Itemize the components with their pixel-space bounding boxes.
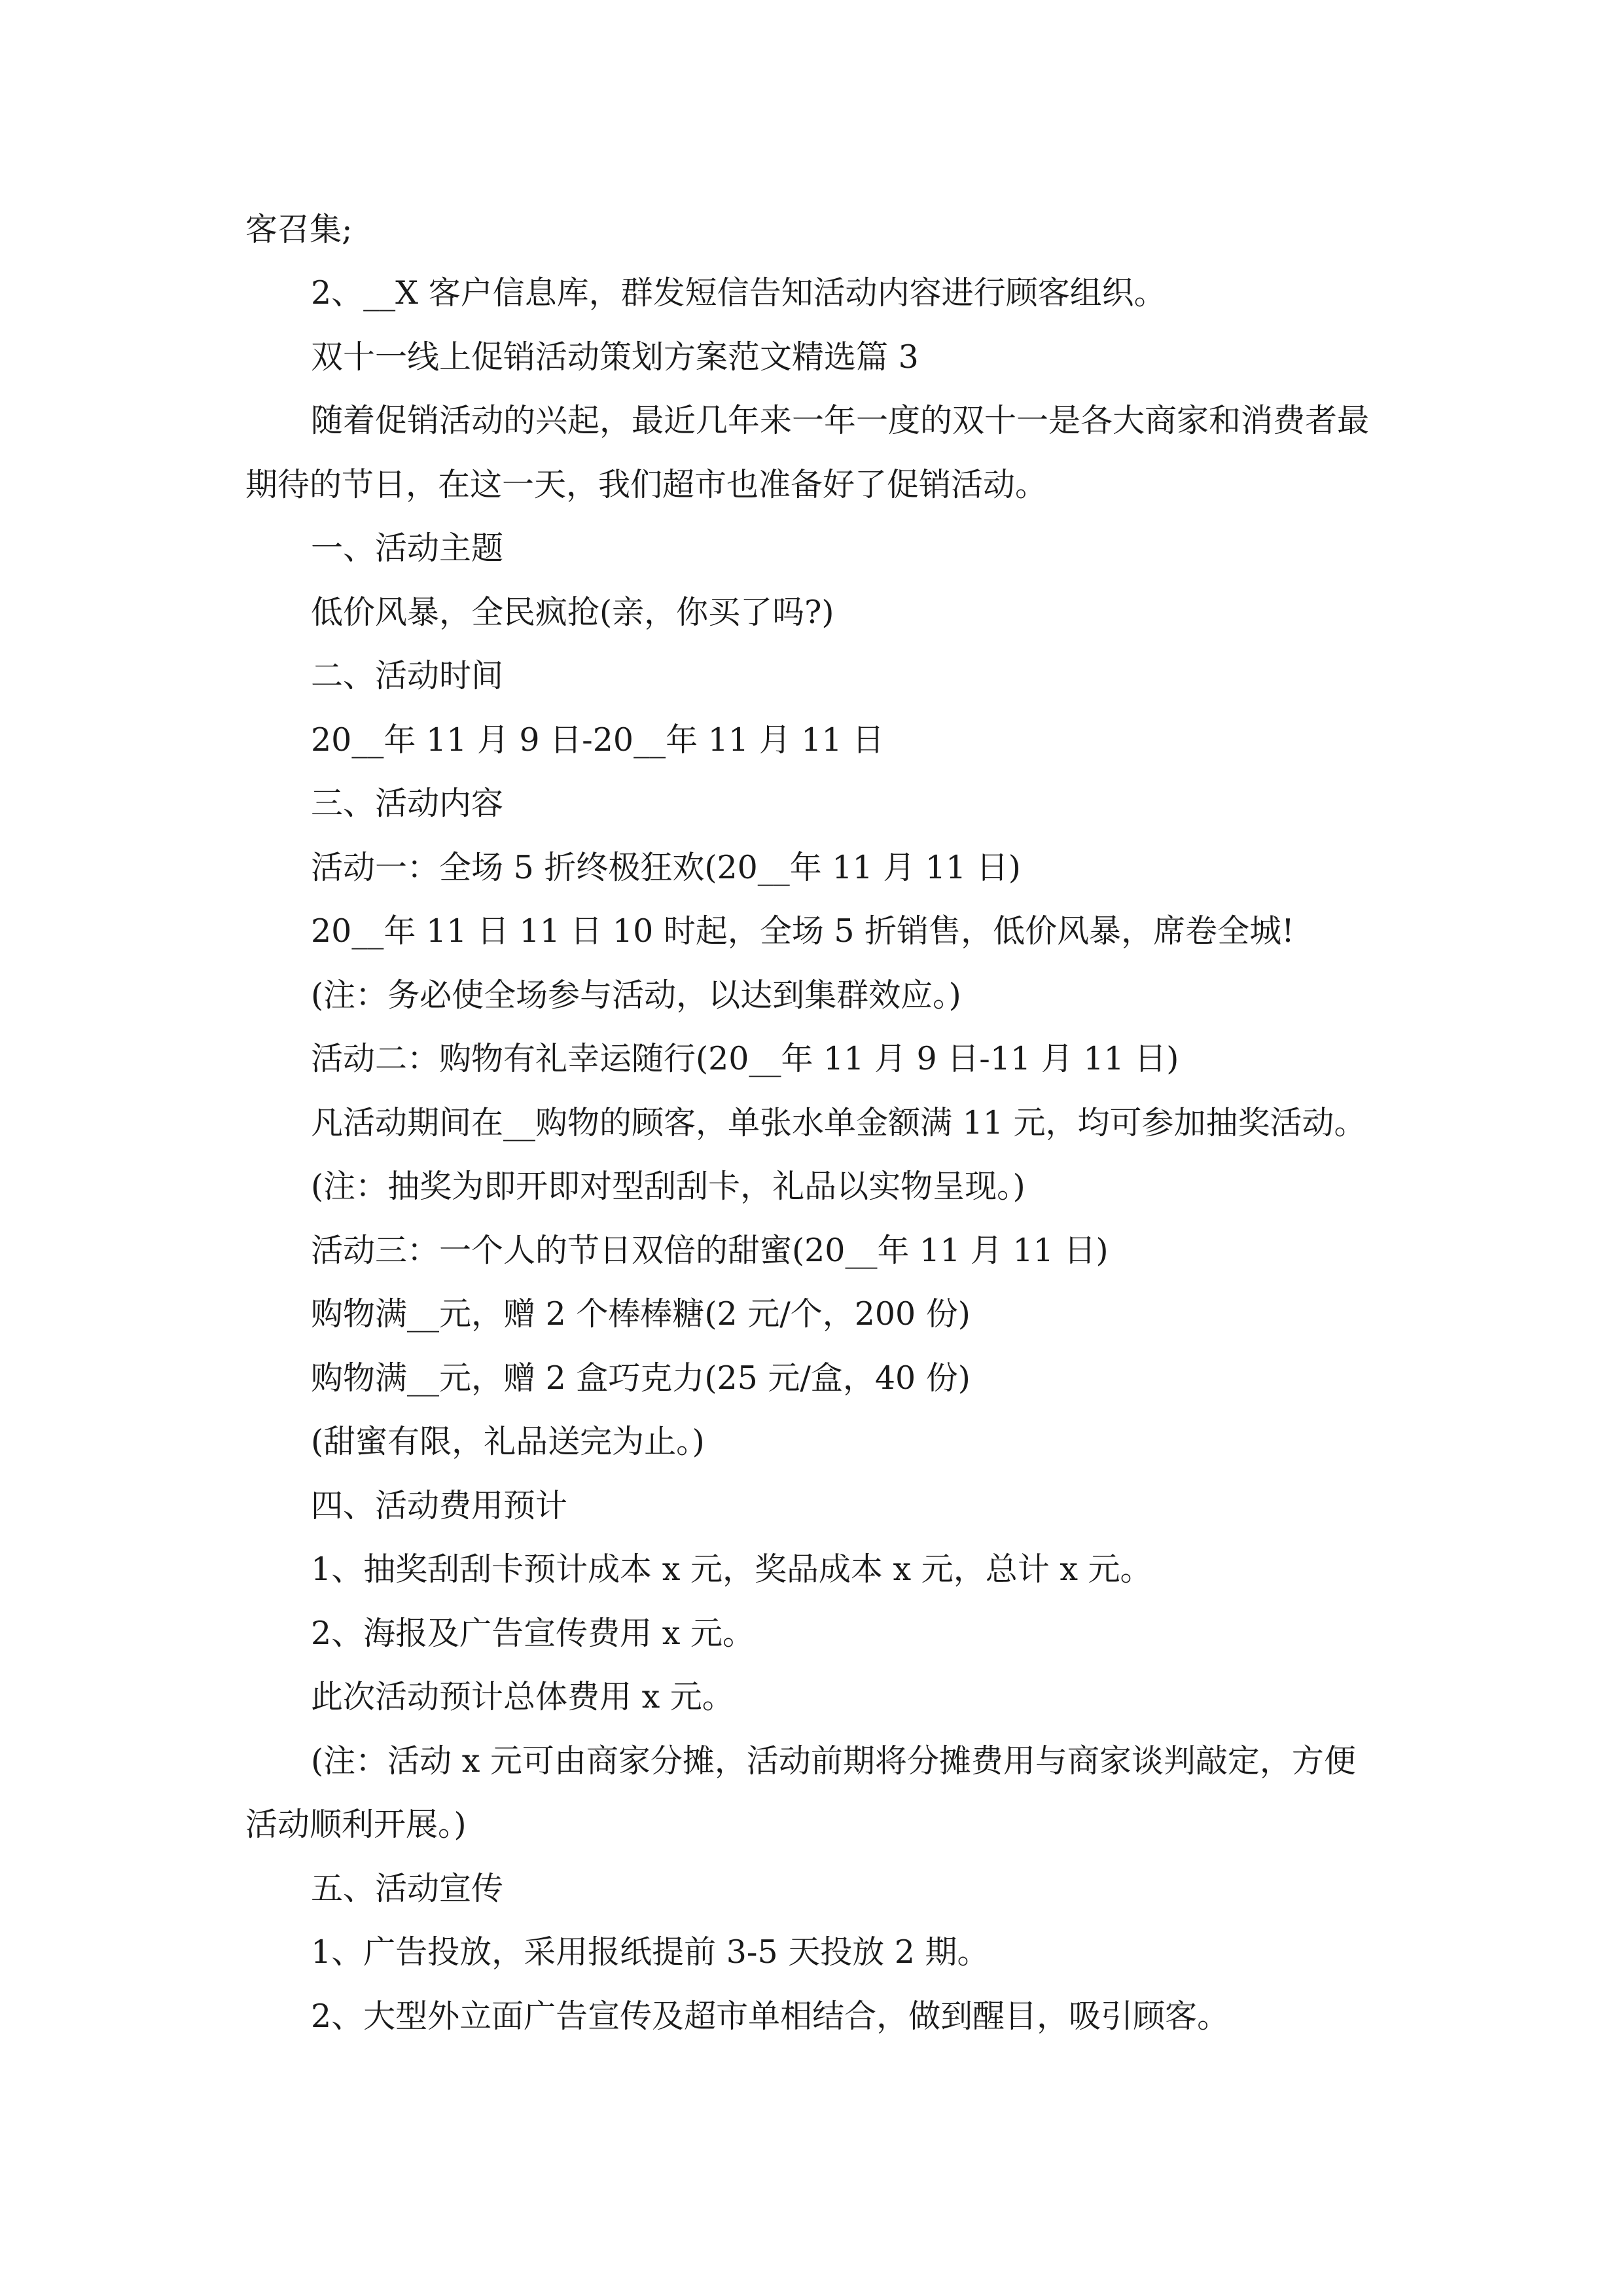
text-line-12: 20__年 11 日 11 日 10 时起，全场 5 折销售，低价风暴，席卷全城! bbox=[311, 912, 1294, 950]
text-line-2: 2、__X 客户信息库，群发短信告知活动内容进行顾客组织。 bbox=[311, 274, 1166, 312]
text-line-17: 活动三：一个人的节日双倍的甜蜜(20__年 11 月 11 日) bbox=[311, 1232, 1109, 1269]
text-line-1: 客召集; bbox=[245, 211, 353, 248]
text-line-20: (甜蜜有限，礼品送完为止。) bbox=[311, 1423, 705, 1460]
text-line-29: 2、大型外立面广告宣传及超市单相结合，做到醒目，吸引顾客。 bbox=[311, 1998, 1230, 2035]
text-line-6: 一、活动主题 bbox=[311, 529, 504, 567]
text-line-7: 低价风暴，全民疯抢(亲，你买了吗?) bbox=[311, 594, 834, 631]
text-line-23: 2、海报及广告宣传费用 x 元。 bbox=[311, 1615, 755, 1652]
text-line-16: (注：抽奖为即开即对型刮刮卡，礼品以实物呈现。) bbox=[311, 1168, 1026, 1205]
text-line-8: 二、活动时间 bbox=[311, 657, 504, 694]
text-line-21: 四、活动费用预计 bbox=[311, 1487, 568, 1524]
text-line-11: 活动一：全场 5 折终极狂欢(20__年 11 月 11 日) bbox=[311, 849, 1021, 886]
text-line-26: 活动顺利开展。) bbox=[245, 1806, 467, 1843]
text-line-19: 购物满__元，赠 2 盒巧克力(25 元/盒，40 份) bbox=[311, 1359, 971, 1397]
text-line-15: 凡活动期间在__购物的顾客，单张水单金额满 11 元，均可参加抽奖活动。 bbox=[311, 1104, 1366, 1141]
text-line-22: 1、抽奖刮刮卡预计成本 x 元，奖品成本 x 元，总计 x 元。 bbox=[311, 1551, 1152, 1588]
section-heading: 双十一线上促销活动策划方案范文精选篇 3 bbox=[311, 338, 919, 376]
text-line-9: 20__年 11 月 9 日-20__年 11 月 11 日 bbox=[311, 721, 885, 759]
text-line-24: 此次活动预计总体费用 x 元。 bbox=[311, 1678, 734, 1715]
text-line-28: 1、广告投放，采用报纸提前 3-5 天投放 2 期。 bbox=[311, 1933, 990, 1971]
text-line-10: 三、活动内容 bbox=[311, 785, 504, 822]
text-line-27: 五、活动宣传 bbox=[311, 1870, 504, 1907]
text-line-5: 期待的节日，在这一天，我们超市也准备好了促销活动。 bbox=[245, 466, 1048, 503]
text-line-25: (注：活动 x 元可由商家分摊，活动前期将分摊费用与商家谈判敲定，方便 bbox=[311, 1742, 1356, 1780]
text-line-4: 随着促销活动的兴起，最近几年来一年一度的双十一是各大商家和消费者最 bbox=[311, 402, 1370, 439]
text-line-14: 活动二：购物有礼幸运随行(20__年 11 月 9 日-11 月 11 日) bbox=[311, 1040, 1179, 1077]
text-line-18: 购物满__元，赠 2 个棒棒糖(2 元/个，200 份) bbox=[311, 1295, 971, 1333]
text-line-13: (注：务必使全场参与活动，以达到集群效应。) bbox=[311, 977, 961, 1014]
